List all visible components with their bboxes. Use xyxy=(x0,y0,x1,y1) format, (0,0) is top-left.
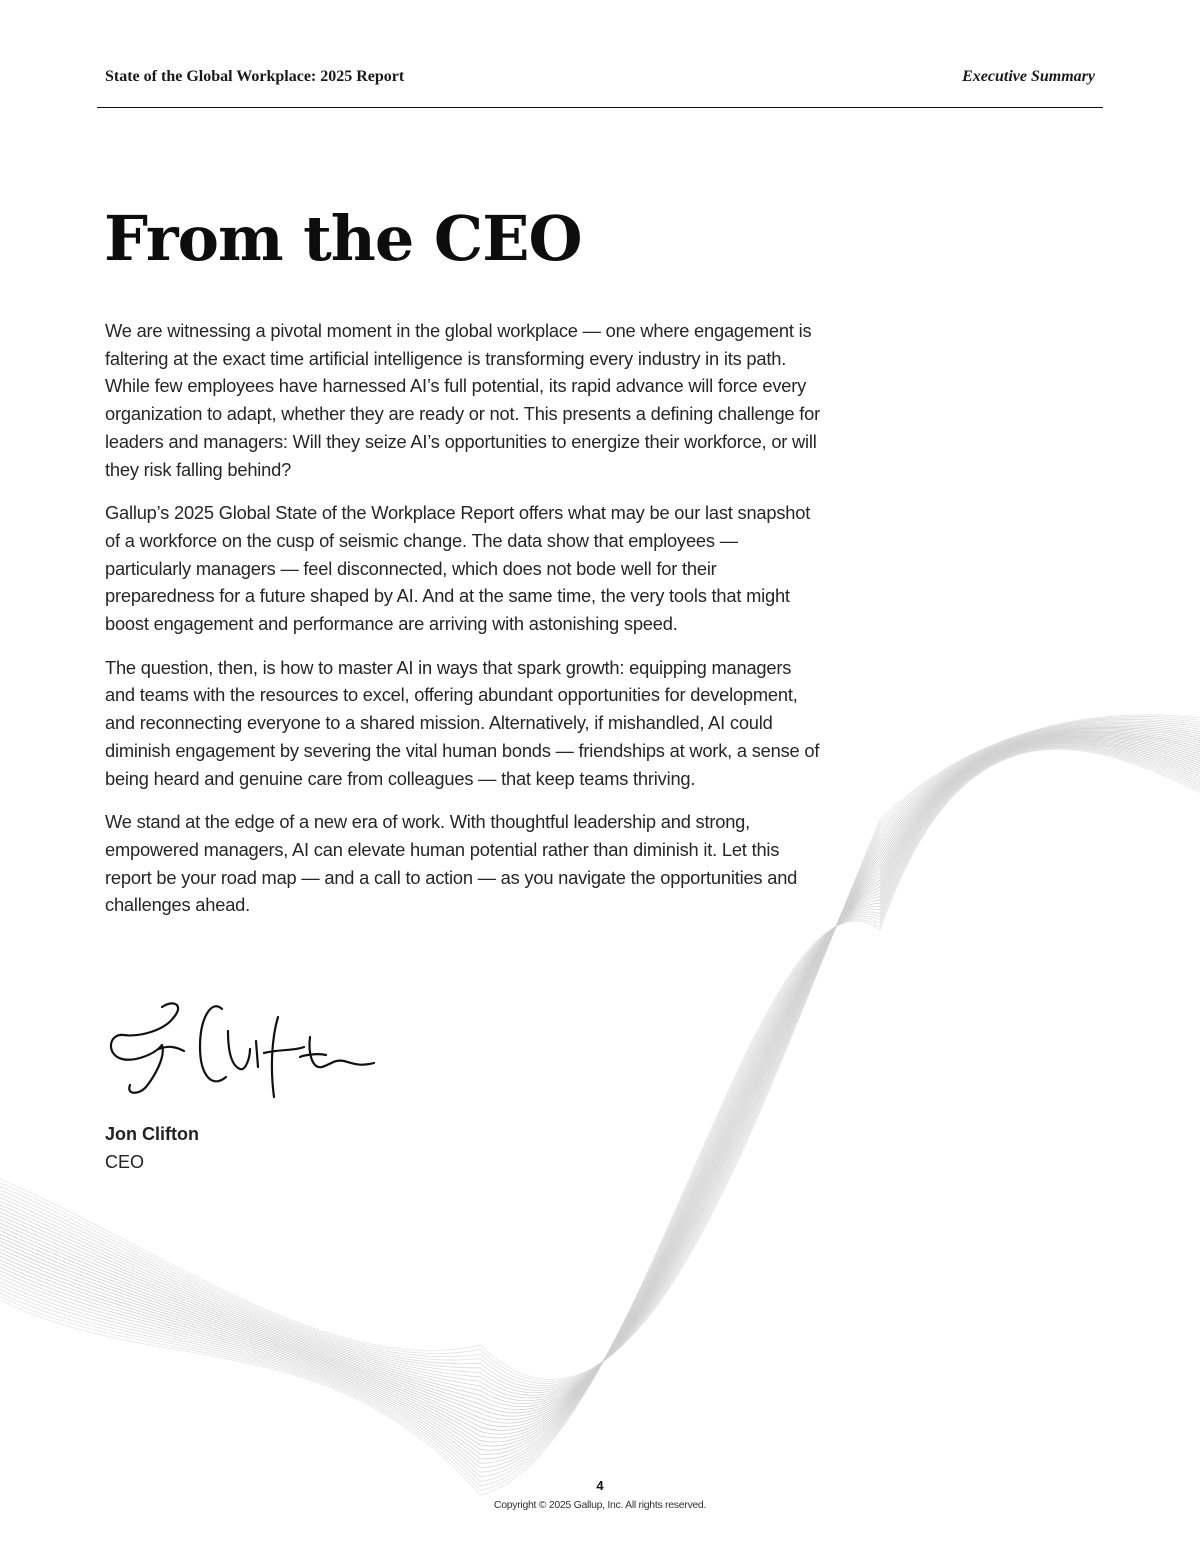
letter-paragraph-1: We are witnessing a pivotal moment in the global workplace — one where engagement is faltering at the exact time artificial intelligence is transforming every industry in its path. While few employees have harnessed AI’s full potential, its rapid advance will force every organization to adapt, whether they are ready or not. This presents a defining challenge for leaders and managers: Will they seize AI’s opportunities to energize their workforce, or will they risk falling behind? xyxy=(105,320,821,480)
ceo-letter xyxy=(105,317,820,935)
signature-image xyxy=(104,997,378,1109)
section-label: Executive Summary xyxy=(962,68,1095,85)
letter-paragraph-3: The question, then, is how to master AI in ways that spark growth: equipping managers and teams with the resources to excel, offering abundant opportunities for development, and reconnecting everyone to a shared mission. Alternatively, if mishandled, AI could diminish engagement by severing the vital human bonds — friendships at work, a sense of being heard and genuine care from colleagues — that keep teams thriving. xyxy=(105,656,820,789)
letter-paragraph-2: Gallup’s 2025 Global State of the Workplace Report offers what may be our last snapshot of a workforce on the cusp of seismic change. The data show that employees — particularly managers — feel disconnected, which does not bode well for their preparedness for a future shaped by AI. And at the same time, the very tools that might boost engagement and performance are arriving with astonishing speed. xyxy=(105,502,811,635)
signer-title: CEO xyxy=(105,1152,145,1172)
copyright-notice: Copyright © 2025 Gallup, Inc. All rights reserved. xyxy=(493,1499,707,1511)
page-title: From the CEO xyxy=(104,202,582,275)
letter-paragraph-4: We stand at the edge of a new era of work. With thoughtful leadership and strong, empowered managers, AI can elevate human potential rather than diminish it. Let this report be your road map — and a call to action — as you navigate the opportunities and challenges ahead. xyxy=(105,811,798,916)
page-header xyxy=(97,60,1103,108)
signer-name: Jon Clifton xyxy=(105,1124,199,1144)
report-title: State of the Global Workplace: 2025 Report xyxy=(105,68,405,85)
page-number: 4 xyxy=(596,1478,604,1493)
